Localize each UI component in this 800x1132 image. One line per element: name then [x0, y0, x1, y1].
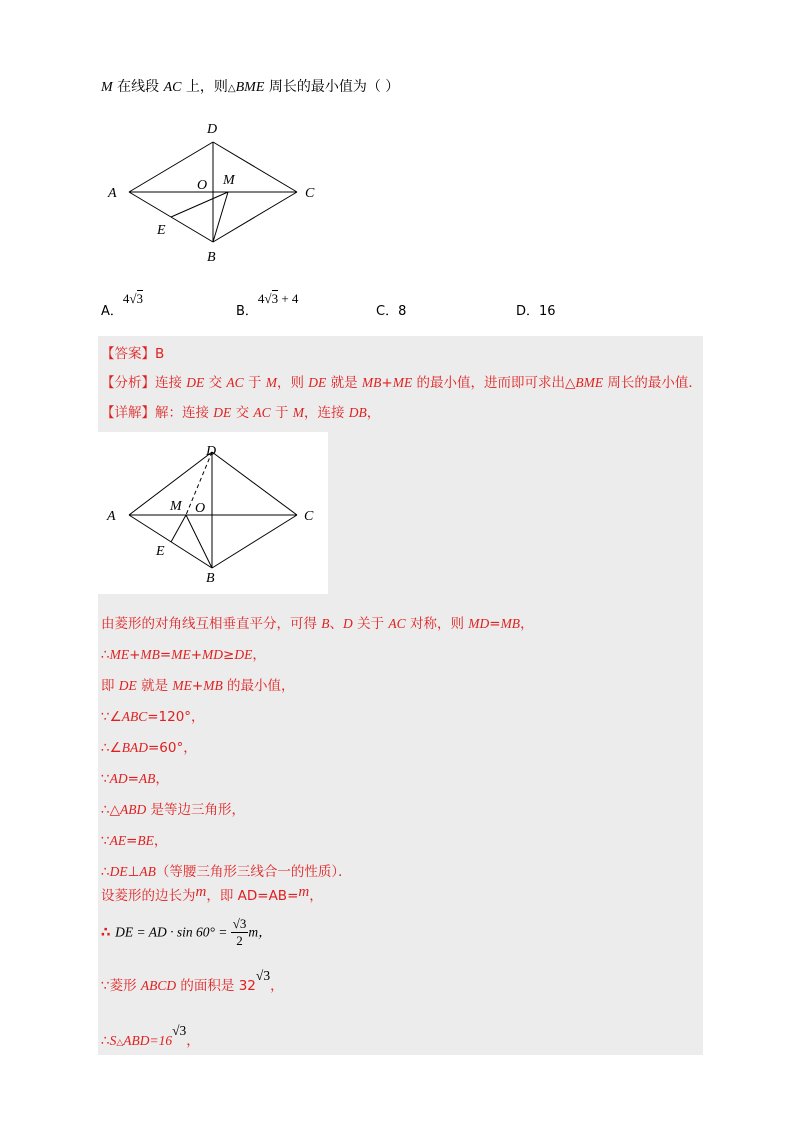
- triangle-symbol: △: [227, 83, 236, 94]
- de-formula-line: [101, 916, 272, 949]
- rhombus-figure-2: [98, 432, 328, 594]
- s-prefix: ∴: [101, 1033, 110, 1049]
- de-tail: m，: [248, 924, 272, 940]
- step-9: [101, 860, 352, 880]
- label-a: A: [107, 509, 116, 524]
- area-mid: 的面积是 32: [176, 978, 256, 994]
- detail-line: [101, 401, 380, 421]
- math-term: B: [321, 616, 330, 631]
- math-term: ME: [171, 647, 191, 662]
- math-term: AB: [138, 771, 156, 786]
- math-term: MD: [202, 647, 224, 662]
- question-triangle-name: BME: [235, 80, 265, 95]
- area-radical: √3: [255, 968, 271, 983]
- question-line: [101, 76, 399, 96]
- option-c[interactable]: [376, 300, 406, 319]
- text-run: 、: [329, 616, 344, 632]
- option-c-value: 8: [398, 304, 407, 319]
- math-term: AC: [226, 375, 244, 390]
- label-m: M: [223, 173, 235, 188]
- area-line: [101, 968, 284, 994]
- math-term: DB: [348, 405, 367, 420]
- side-m-1: m: [195, 884, 207, 900]
- math-term: MD: [468, 616, 490, 631]
- label-e: E: [157, 223, 166, 238]
- text-run: ，: [366, 405, 381, 421]
- math-term: DE: [308, 375, 327, 390]
- text-run: 对称，则: [405, 616, 469, 632]
- text-run: ∴∠: [101, 740, 122, 756]
- text-run: ∵∠: [101, 709, 122, 725]
- label-m: M: [170, 499, 182, 514]
- label-d: D: [207, 122, 218, 137]
- math-term: DE: [109, 864, 128, 879]
- math-term: DE: [118, 678, 137, 693]
- text-run: =120°，: [147, 709, 205, 725]
- label-o: O: [195, 501, 206, 516]
- rhombus-figure-2-frame: [98, 432, 328, 594]
- math-term: DE: [234, 647, 253, 662]
- triangle-area-line: [101, 1023, 200, 1049]
- option-c-label: C．: [376, 304, 399, 319]
- math-term: M: [265, 375, 277, 390]
- math-term: AD: [109, 771, 128, 786]
- text-run: ∴△: [101, 802, 120, 818]
- step-7: [101, 798, 245, 818]
- text-run: 由菱形的对角线互相垂直平分，可得: [101, 616, 322, 632]
- text-run: +: [381, 375, 393, 391]
- step-4: [101, 705, 205, 725]
- text-run: 交: [231, 405, 254, 421]
- math-term: BE: [137, 833, 154, 848]
- answer-line: [101, 342, 164, 362]
- segment-me: [171, 515, 186, 542]
- option-a-coef: 4: [122, 291, 130, 306]
- text-run: +: [190, 647, 203, 663]
- analysis-tag: 【分析】: [101, 375, 155, 391]
- side-length-line: 设菱形的边长为m，即 AD=AB=m，: [101, 884, 323, 904]
- math-term: AC: [388, 616, 406, 631]
- text-run: （等腰三角形三线合一的性质）．: [155, 864, 352, 880]
- sqrt-icon: √: [129, 291, 137, 306]
- step-3: [101, 674, 295, 694]
- text-run: 关于: [352, 616, 389, 632]
- text-run: ≥: [223, 647, 235, 663]
- math-term: MB: [140, 647, 160, 662]
- detail-text: [155, 405, 380, 421]
- de-prefix: ∴: [101, 924, 116, 941]
- math-term: D: [343, 616, 353, 631]
- label-e: E: [156, 544, 165, 559]
- side-text-1: 设菱形的边长为: [101, 888, 196, 904]
- step-5: [101, 736, 197, 756]
- step-2: [101, 643, 266, 663]
- text-run: ∵: [101, 771, 110, 787]
- s-mid: ABD=16: [123, 1033, 173, 1048]
- option-b-tail: + 4: [278, 291, 299, 306]
- text-run: =60°，: [147, 740, 197, 756]
- math-term: MB: [203, 678, 223, 693]
- text-run: ，连接: [304, 405, 349, 421]
- text-run: 即: [101, 678, 119, 694]
- analysis-line: [101, 371, 702, 391]
- text-run: ∴: [101, 647, 110, 663]
- answer-value: B: [155, 346, 165, 362]
- math-term: DE: [186, 375, 205, 390]
- s-tail: ，: [186, 1033, 200, 1049]
- label-c: C: [304, 509, 314, 524]
- label-o: O: [197, 178, 208, 193]
- option-d-value: 16: [539, 304, 556, 319]
- text-run: ，: [252, 647, 266, 663]
- answer-tag: 【答案】: [101, 346, 155, 362]
- question-text-2: 上，则: [181, 79, 228, 95]
- text-run: =: [127, 771, 139, 787]
- text-run: 是等边三角形，: [146, 802, 246, 818]
- text-run: 交: [204, 375, 227, 391]
- option-b-radicand: 3: [271, 291, 279, 306]
- label-d: D: [206, 444, 217, 459]
- step-1: [101, 612, 534, 632]
- text-run: 解：连接: [155, 405, 214, 421]
- text-run: ，: [520, 616, 534, 632]
- detail-tag: 【详解】: [101, 405, 155, 421]
- de-fraction-numerator: √3: [232, 916, 247, 931]
- de-expression: DE = AD · sin 60° =: [115, 924, 231, 940]
- side-text-2: ，即 AD=AB=: [206, 888, 299, 904]
- text-run: =: [126, 833, 138, 849]
- math-term: ME: [392, 375, 413, 390]
- option-a[interactable]: [101, 291, 144, 319]
- math-term: M: [292, 405, 304, 420]
- text-run: ，则: [277, 375, 309, 391]
- s-symbol: S: [109, 1033, 117, 1048]
- math-term: ME: [172, 678, 192, 693]
- text-run: 就是: [136, 678, 173, 694]
- rhombus-figure-1: [100, 115, 330, 270]
- text-run: +: [191, 678, 204, 694]
- label-b: B: [207, 250, 216, 265]
- math-term: MB: [361, 375, 382, 390]
- option-a-label: A．: [101, 304, 123, 319]
- text-run: 周长的最小值．: [603, 375, 702, 391]
- segment-em: [171, 192, 228, 217]
- question-point-m: M: [101, 80, 113, 95]
- step-6: [101, 767, 169, 787]
- option-d[interactable]: [516, 300, 556, 319]
- side-m-2: m: [298, 884, 310, 900]
- math-term: ABC: [121, 709, 148, 724]
- math-term: ME: [109, 647, 130, 662]
- text-run: 的最小值，: [222, 678, 295, 694]
- question-text-1: 在线段: [112, 79, 164, 95]
- text-run: 于: [243, 375, 266, 391]
- math-term: AE: [109, 833, 127, 848]
- text-run: =: [159, 647, 172, 663]
- sqrt-icon: √: [264, 291, 272, 306]
- text-run: 连接: [155, 375, 187, 391]
- math-term: AC: [253, 405, 271, 420]
- text-run: 的最小值，进而即可求出△: [412, 375, 576, 391]
- s-radical: √3: [172, 1023, 187, 1038]
- area-prefix: ∵菱形: [101, 978, 141, 994]
- math-term: DE: [213, 405, 232, 420]
- math-term: MB: [500, 616, 521, 631]
- area-tail: ，: [270, 978, 284, 994]
- segment-dc: [212, 452, 297, 515]
- segment-cb: [212, 515, 297, 568]
- math-term: BME: [575, 375, 604, 390]
- text-run: ，: [155, 771, 169, 787]
- text-run: ⊥: [127, 864, 140, 880]
- option-b-coef: 4: [257, 291, 265, 306]
- area-rhombus-name: ABCD: [140, 978, 177, 993]
- step-8: [101, 829, 167, 849]
- math-term: AB: [139, 864, 156, 879]
- question-segment: AC: [163, 80, 182, 95]
- text-run: ∵: [101, 833, 110, 849]
- label-a: A: [108, 186, 117, 201]
- s-subscript: △: [116, 1038, 124, 1048]
- option-d-label: D．: [516, 304, 540, 319]
- option-b-label: B．: [236, 304, 258, 319]
- text-run: =: [489, 616, 501, 632]
- text-run: 于: [270, 405, 293, 421]
- de-fraction-denominator: 2: [236, 933, 243, 948]
- option-a-radicand: 3: [136, 291, 144, 306]
- de-fraction: [231, 916, 249, 949]
- label-b: B: [206, 571, 215, 586]
- question-text-3: 周长的最小值为（ ）: [264, 79, 400, 95]
- math-term: BAD: [121, 740, 148, 755]
- text-run: 就是: [326, 375, 362, 391]
- math-term: ABD: [119, 802, 147, 817]
- text-run: +: [129, 647, 141, 663]
- text-run: ，: [153, 833, 168, 849]
- label-c: C: [305, 186, 315, 201]
- text-run: ∴: [101, 864, 110, 880]
- analysis-text: [155, 375, 702, 391]
- option-b[interactable]: [236, 291, 299, 319]
